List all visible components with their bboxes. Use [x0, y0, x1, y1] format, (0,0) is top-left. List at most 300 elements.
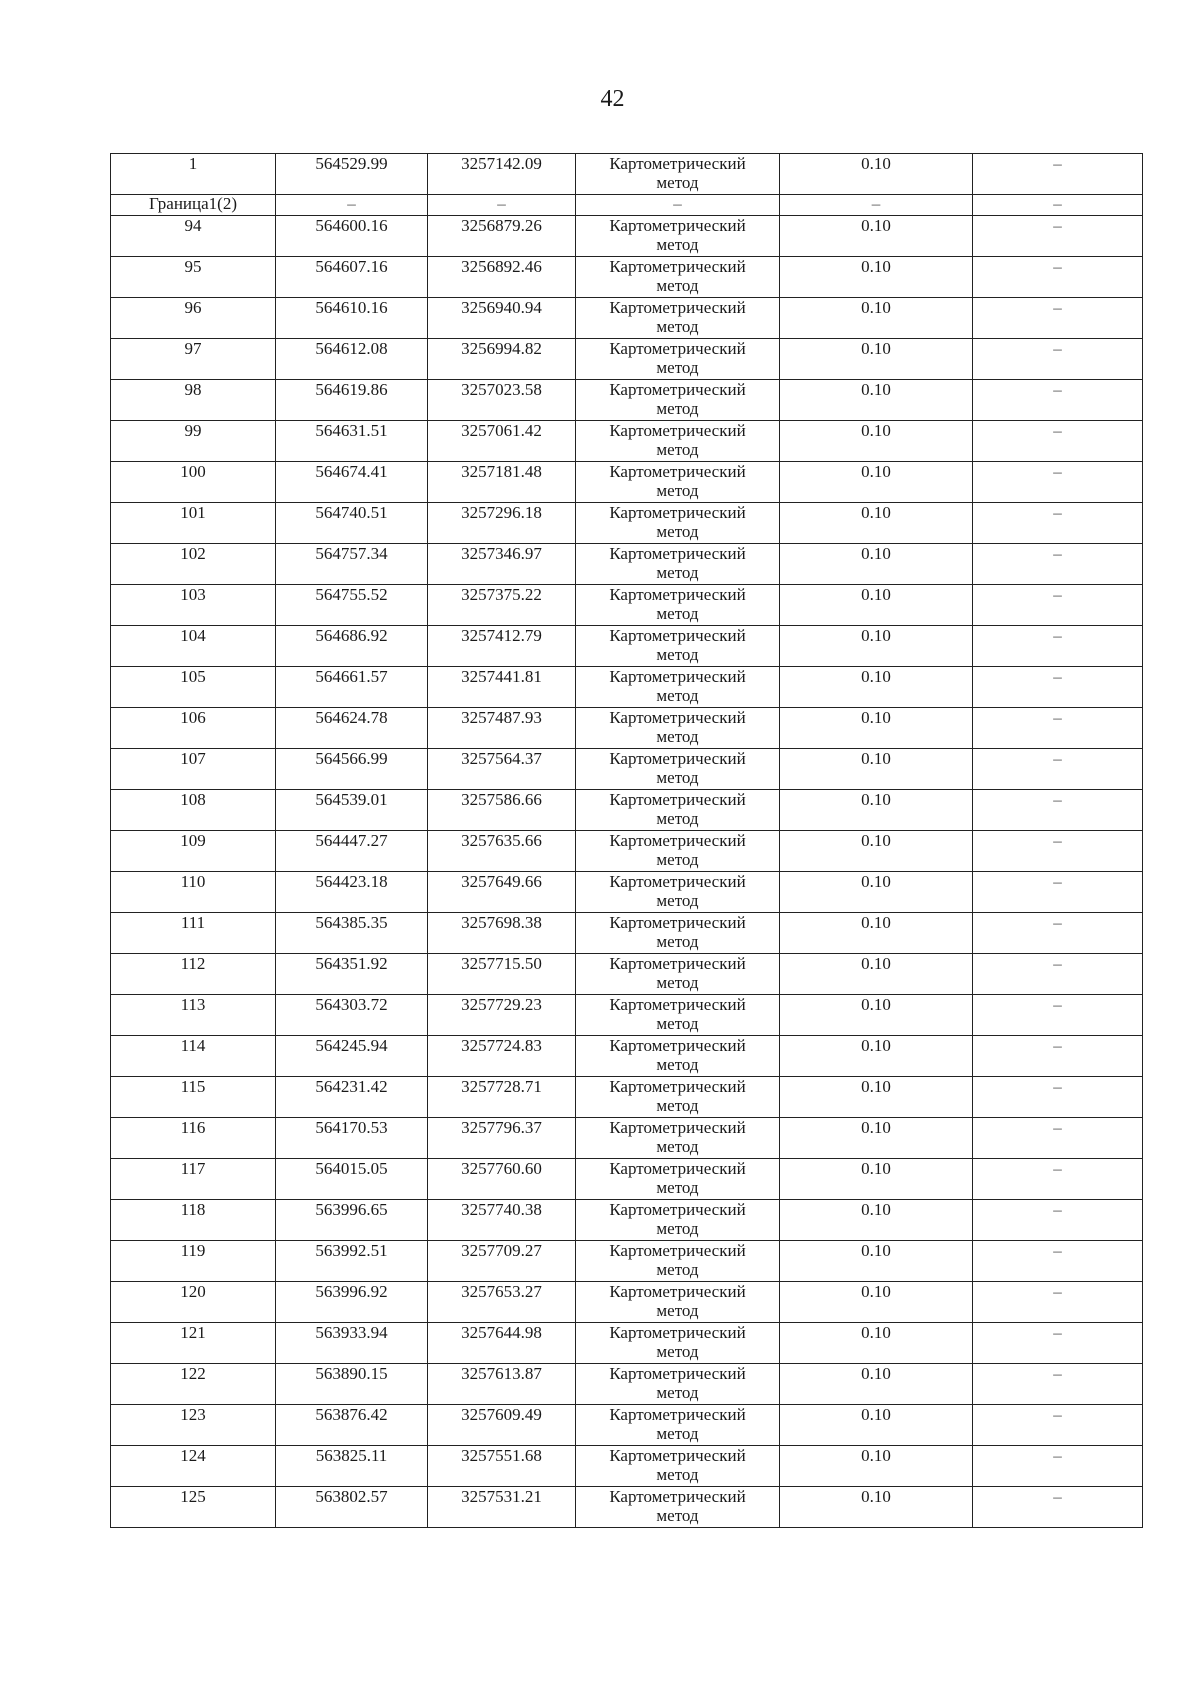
extra-cell: – [973, 1282, 1143, 1323]
method-line-1: Картометрический [609, 1405, 746, 1424]
method-line-1: Картометрический [609, 1159, 746, 1178]
extra-cell: – [973, 1077, 1143, 1118]
table-row [111, 503, 1143, 544]
precision-cell: 0.10 [780, 298, 973, 339]
precision-cell: 0.10 [780, 421, 973, 462]
point-number-cell: 94 [111, 216, 276, 257]
separator-method-cell: – [576, 195, 780, 216]
x-coordinate-cell: 564566.99 [276, 749, 428, 790]
method-cell [576, 339, 780, 380]
extra-cell: – [973, 216, 1143, 257]
method-line-2: метод [656, 317, 699, 336]
y-coordinate-cell: 3257586.66 [428, 790, 576, 831]
method-line-1: Картометрический [609, 1364, 746, 1383]
method-line-1: Картометрический [609, 995, 746, 1014]
table-row [111, 995, 1143, 1036]
x-coordinate-cell: 563996.92 [276, 1282, 428, 1323]
x-coordinate-cell: 564231.42 [276, 1077, 428, 1118]
point-number-cell: 95 [111, 257, 276, 298]
precision-cell: 0.10 [780, 544, 973, 585]
method-line-2: метод [656, 1506, 699, 1525]
separator-y-cell: – [428, 195, 576, 216]
method-line-1: Картометрический [609, 790, 746, 809]
x-coordinate-cell: 563933.94 [276, 1323, 428, 1364]
extra-cell: – [973, 1118, 1143, 1159]
x-coordinate-cell: 564755.52 [276, 585, 428, 626]
boundary-label-cell: Граница1(2) [111, 195, 276, 216]
extra-cell: – [973, 154, 1143, 195]
y-coordinate-cell: 3257729.23 [428, 995, 576, 1036]
y-coordinate-cell: 3257375.22 [428, 585, 576, 626]
extra-cell: – [973, 790, 1143, 831]
point-number-cell: 1 [111, 154, 276, 195]
extra-cell: – [973, 462, 1143, 503]
point-number-cell: 97 [111, 339, 276, 380]
table-row [111, 257, 1143, 298]
method-line-2: метод [656, 481, 699, 500]
precision-cell: 0.10 [780, 954, 973, 995]
method-line-2: метод [656, 891, 699, 910]
x-coordinate-cell: 564740.51 [276, 503, 428, 544]
method-line-2: метод [656, 1096, 699, 1115]
y-coordinate-cell: 3257181.48 [428, 462, 576, 503]
point-number-cell: 117 [111, 1159, 276, 1200]
method-line-1: Картометрический [609, 339, 746, 358]
method-line-2: метод [656, 850, 699, 869]
precision-cell: 0.10 [780, 1323, 973, 1364]
x-coordinate-cell: 564600.16 [276, 216, 428, 257]
table-row [111, 339, 1143, 380]
method-cell [576, 585, 780, 626]
y-coordinate-cell: 3257635.66 [428, 831, 576, 872]
y-coordinate-cell: 3256940.94 [428, 298, 576, 339]
method-line-2: метод [656, 1260, 699, 1279]
y-coordinate-cell: 3257609.49 [428, 1405, 576, 1446]
method-line-2: метод [656, 399, 699, 418]
extra-cell: – [973, 1446, 1143, 1487]
method-line-1: Картометрический [609, 1446, 746, 1465]
precision-cell: 0.10 [780, 626, 973, 667]
method-line-2: метод [656, 1424, 699, 1443]
y-coordinate-cell: 3257644.98 [428, 1323, 576, 1364]
method-cell [576, 1241, 780, 1282]
method-line-1: Картометрический [609, 1323, 746, 1342]
method-cell [576, 1323, 780, 1364]
precision-cell: 0.10 [780, 749, 973, 790]
extra-cell: – [973, 626, 1143, 667]
point-number-cell: 115 [111, 1077, 276, 1118]
point-number-cell: 99 [111, 421, 276, 462]
extra-cell: – [973, 1323, 1143, 1364]
method-cell [576, 749, 780, 790]
extra-cell: – [973, 380, 1143, 421]
point-number-cell: 111 [111, 913, 276, 954]
point-number-cell: 116 [111, 1118, 276, 1159]
table-row [111, 1036, 1143, 1077]
point-number-cell: 102 [111, 544, 276, 585]
method-line-1: Картометрический [609, 380, 746, 399]
method-line-1: Картометрический [609, 667, 746, 686]
method-cell [576, 154, 780, 195]
extra-cell: – [973, 503, 1143, 544]
precision-cell: 0.10 [780, 1364, 973, 1405]
extra-cell: – [973, 749, 1143, 790]
y-coordinate-cell: 3257061.42 [428, 421, 576, 462]
precision-cell: 0.10 [780, 667, 973, 708]
method-cell [576, 257, 780, 298]
y-coordinate-cell: 3257724.83 [428, 1036, 576, 1077]
method-cell [576, 544, 780, 585]
precision-cell: 0.10 [780, 1036, 973, 1077]
method-line-2: метод [656, 727, 699, 746]
x-coordinate-cell: 564170.53 [276, 1118, 428, 1159]
method-line-2: метод [656, 1383, 699, 1402]
point-number-cell: 110 [111, 872, 276, 913]
y-coordinate-cell: 3257531.21 [428, 1487, 576, 1528]
y-coordinate-cell: 3257740.38 [428, 1200, 576, 1241]
point-number-cell: 124 [111, 1446, 276, 1487]
precision-cell: 0.10 [780, 790, 973, 831]
method-line-1: Картометрический [609, 1200, 746, 1219]
method-line-2: метод [656, 235, 699, 254]
table-row [111, 626, 1143, 667]
table-row [111, 1405, 1143, 1446]
y-coordinate-cell: 3256994.82 [428, 339, 576, 380]
point-number-cell: 106 [111, 708, 276, 749]
method-cell [576, 913, 780, 954]
precision-cell: 0.10 [780, 708, 973, 749]
point-number-cell: 101 [111, 503, 276, 544]
method-line-1: Картометрический [609, 626, 746, 645]
extra-cell: – [973, 667, 1143, 708]
method-line-2: метод [656, 1301, 699, 1320]
point-number-cell: 98 [111, 380, 276, 421]
method-line-2: метод [656, 686, 699, 705]
x-coordinate-cell: 564529.99 [276, 154, 428, 195]
extra-cell: – [973, 339, 1143, 380]
method-line-1: Картометрический [609, 585, 746, 604]
method-line-1: Картометрический [609, 1118, 746, 1137]
y-coordinate-cell: 3257441.81 [428, 667, 576, 708]
y-coordinate-cell: 3257296.18 [428, 503, 576, 544]
table-row [111, 1118, 1143, 1159]
method-line-2: метод [656, 276, 699, 295]
extra-cell: – [973, 1241, 1143, 1282]
method-line-2: метод [656, 932, 699, 951]
table-row [111, 380, 1143, 421]
coordinates-table-body [111, 154, 1143, 1528]
method-line-1: Картометрический [609, 1487, 746, 1506]
method-cell [576, 872, 780, 913]
method-line-1: Картометрический [609, 913, 746, 932]
x-coordinate-cell: 564686.92 [276, 626, 428, 667]
method-line-1: Картометрический [609, 154, 746, 173]
precision-cell: 0.10 [780, 1487, 973, 1528]
precision-cell: 0.10 [780, 1405, 973, 1446]
method-line-2: метод [656, 604, 699, 623]
table-row [111, 1446, 1143, 1487]
method-cell [576, 1077, 780, 1118]
method-line-1: Картометрический [609, 1282, 746, 1301]
method-cell [576, 216, 780, 257]
method-line-2: метод [656, 645, 699, 664]
point-number-cell: 112 [111, 954, 276, 995]
y-coordinate-cell: 3257564.37 [428, 749, 576, 790]
table-row [111, 790, 1143, 831]
separator-extra-cell: – [973, 195, 1143, 216]
method-cell [576, 421, 780, 462]
method-line-1: Картометрический [609, 544, 746, 563]
y-coordinate-cell: 3257346.97 [428, 544, 576, 585]
table-row [111, 1282, 1143, 1323]
x-coordinate-cell: 564539.01 [276, 790, 428, 831]
precision-cell: 0.10 [780, 503, 973, 544]
method-line-2: метод [656, 440, 699, 459]
separator-x-cell: – [276, 195, 428, 216]
table-row [111, 154, 1143, 195]
method-cell [576, 1159, 780, 1200]
x-coordinate-cell: 564245.94 [276, 1036, 428, 1077]
y-coordinate-cell: 3257142.09 [428, 154, 576, 195]
extra-cell: – [973, 954, 1143, 995]
method-line-1: Картометрический [609, 831, 746, 850]
point-number-cell: 123 [111, 1405, 276, 1446]
method-line-2: метод [656, 173, 699, 192]
x-coordinate-cell: 564015.05 [276, 1159, 428, 1200]
y-coordinate-cell: 3257551.68 [428, 1446, 576, 1487]
method-line-1: Картометрический [609, 872, 746, 891]
table-row [111, 954, 1143, 995]
table-row [111, 1077, 1143, 1118]
precision-cell: 0.10 [780, 995, 973, 1036]
precision-cell: 0.10 [780, 1241, 973, 1282]
method-cell [576, 1364, 780, 1405]
method-line-2: метод [656, 1465, 699, 1484]
extra-cell: – [973, 1200, 1143, 1241]
table-row [111, 1487, 1143, 1528]
method-line-1: Картометрический [609, 421, 746, 440]
method-cell [576, 1036, 780, 1077]
extra-cell: – [973, 298, 1143, 339]
method-line-1: Картометрический [609, 954, 746, 973]
method-cell [576, 462, 780, 503]
y-coordinate-cell: 3257613.87 [428, 1364, 576, 1405]
y-coordinate-cell: 3257412.79 [428, 626, 576, 667]
x-coordinate-cell: 564385.35 [276, 913, 428, 954]
method-cell [576, 954, 780, 995]
table-row [111, 749, 1143, 790]
point-number-cell: 103 [111, 585, 276, 626]
extra-cell: – [973, 831, 1143, 872]
method-cell [576, 1405, 780, 1446]
method-line-1: Картометрический [609, 298, 746, 317]
method-line-2: метод [656, 522, 699, 541]
x-coordinate-cell: 563802.57 [276, 1487, 428, 1528]
method-line-1: Картометрический [609, 708, 746, 727]
x-coordinate-cell: 564607.16 [276, 257, 428, 298]
coordinates-table [110, 153, 1143, 1528]
y-coordinate-cell: 3257709.27 [428, 1241, 576, 1282]
point-number-cell: 118 [111, 1200, 276, 1241]
x-coordinate-cell: 564612.08 [276, 339, 428, 380]
precision-cell: 0.10 [780, 154, 973, 195]
point-number-cell: 104 [111, 626, 276, 667]
extra-cell: – [973, 1405, 1143, 1446]
method-cell [576, 1118, 780, 1159]
table-row [111, 216, 1143, 257]
method-line-1: Картометрический [609, 749, 746, 768]
x-coordinate-cell: 564610.16 [276, 298, 428, 339]
table-row [111, 1159, 1143, 1200]
method-line-1: Картометрический [609, 1241, 746, 1260]
x-coordinate-cell: 563996.65 [276, 1200, 428, 1241]
table-row [111, 1200, 1143, 1241]
method-cell [576, 1487, 780, 1528]
precision-cell: 0.10 [780, 216, 973, 257]
method-line-1: Картометрический [609, 503, 746, 522]
y-coordinate-cell: 3257728.71 [428, 1077, 576, 1118]
x-coordinate-cell: 564624.78 [276, 708, 428, 749]
method-line-1: Картометрический [609, 257, 746, 276]
x-coordinate-cell: 563825.11 [276, 1446, 428, 1487]
y-coordinate-cell: 3257023.58 [428, 380, 576, 421]
point-number-cell: 119 [111, 1241, 276, 1282]
method-line-2: метод [656, 1342, 699, 1361]
method-cell [576, 380, 780, 421]
precision-cell: 0.10 [780, 257, 973, 298]
table-row [111, 421, 1143, 462]
y-coordinate-cell: 3257796.37 [428, 1118, 576, 1159]
point-number-cell: 114 [111, 1036, 276, 1077]
method-line-2: метод [656, 1137, 699, 1156]
extra-cell: – [973, 872, 1143, 913]
y-coordinate-cell: 3257649.66 [428, 872, 576, 913]
extra-cell: – [973, 544, 1143, 585]
precision-cell: 0.10 [780, 380, 973, 421]
method-cell [576, 667, 780, 708]
precision-cell: 0.10 [780, 913, 973, 954]
method-cell [576, 1446, 780, 1487]
method-line-2: метод [656, 358, 699, 377]
y-coordinate-cell: 3256879.26 [428, 216, 576, 257]
extra-cell: – [973, 995, 1143, 1036]
x-coordinate-cell: 564661.57 [276, 667, 428, 708]
method-line-1: Картометрический [609, 462, 746, 481]
y-coordinate-cell: 3257653.27 [428, 1282, 576, 1323]
table-row [111, 1323, 1143, 1364]
point-number-cell: 107 [111, 749, 276, 790]
table-row [111, 872, 1143, 913]
method-line-2: метод [656, 768, 699, 787]
y-coordinate-cell: 3257760.60 [428, 1159, 576, 1200]
table-row [111, 708, 1143, 749]
table-row [111, 667, 1143, 708]
boundary-separator-row [111, 195, 1143, 216]
method-cell [576, 503, 780, 544]
separator-precision-cell: – [780, 195, 973, 216]
precision-cell: 0.10 [780, 339, 973, 380]
precision-cell: 0.10 [780, 872, 973, 913]
method-line-2: метод [656, 1055, 699, 1074]
table-row [111, 913, 1143, 954]
x-coordinate-cell: 563992.51 [276, 1241, 428, 1282]
method-line-2: метод [656, 973, 699, 992]
precision-cell: 0.10 [780, 1159, 973, 1200]
method-cell [576, 831, 780, 872]
method-line-2: метод [656, 809, 699, 828]
method-cell [576, 995, 780, 1036]
y-coordinate-cell: 3257487.93 [428, 708, 576, 749]
y-coordinate-cell: 3257698.38 [428, 913, 576, 954]
extra-cell: – [973, 1036, 1143, 1077]
x-coordinate-cell: 564447.27 [276, 831, 428, 872]
point-number-cell: 105 [111, 667, 276, 708]
table-row [111, 1364, 1143, 1405]
point-number-cell: 125 [111, 1487, 276, 1528]
precision-cell: 0.10 [780, 462, 973, 503]
point-number-cell: 122 [111, 1364, 276, 1405]
x-coordinate-cell: 564674.41 [276, 462, 428, 503]
method-line-1: Картометрический [609, 1077, 746, 1096]
method-line-1: Картометрический [609, 216, 746, 235]
precision-cell: 0.10 [780, 1282, 973, 1323]
method-line-2: метод [656, 1219, 699, 1238]
x-coordinate-cell: 564757.34 [276, 544, 428, 585]
table-row [111, 585, 1143, 626]
table-row [111, 544, 1143, 585]
extra-cell: – [973, 1364, 1143, 1405]
point-number-cell: 108 [111, 790, 276, 831]
extra-cell: – [973, 585, 1143, 626]
precision-cell: 0.10 [780, 585, 973, 626]
precision-cell: 0.10 [780, 1118, 973, 1159]
method-cell [576, 790, 780, 831]
table-row [111, 298, 1143, 339]
method-cell [576, 1200, 780, 1241]
x-coordinate-cell: 563890.15 [276, 1364, 428, 1405]
x-coordinate-cell: 564351.92 [276, 954, 428, 995]
precision-cell: 0.10 [780, 1077, 973, 1118]
method-cell [576, 298, 780, 339]
method-line-2: метод [656, 1178, 699, 1197]
table-row [111, 1241, 1143, 1282]
x-coordinate-cell: 564303.72 [276, 995, 428, 1036]
method-line-2: метод [656, 1014, 699, 1033]
y-coordinate-cell: 3256892.46 [428, 257, 576, 298]
precision-cell: 0.10 [780, 1446, 973, 1487]
point-number-cell: 96 [111, 298, 276, 339]
extra-cell: – [973, 708, 1143, 749]
method-cell [576, 1282, 780, 1323]
extra-cell: – [973, 1159, 1143, 1200]
x-coordinate-cell: 564619.86 [276, 380, 428, 421]
method-cell [576, 626, 780, 667]
precision-cell: 0.10 [780, 831, 973, 872]
extra-cell: – [973, 1487, 1143, 1528]
extra-cell: – [973, 913, 1143, 954]
point-number-cell: 100 [111, 462, 276, 503]
table-row [111, 462, 1143, 503]
extra-cell: – [973, 421, 1143, 462]
method-cell [576, 708, 780, 749]
point-number-cell: 113 [111, 995, 276, 1036]
x-coordinate-cell: 564423.18 [276, 872, 428, 913]
table-row [111, 831, 1143, 872]
extra-cell: – [973, 257, 1143, 298]
precision-cell: 0.10 [780, 1200, 973, 1241]
x-coordinate-cell: 564631.51 [276, 421, 428, 462]
page-number: 42 [600, 86, 625, 112]
